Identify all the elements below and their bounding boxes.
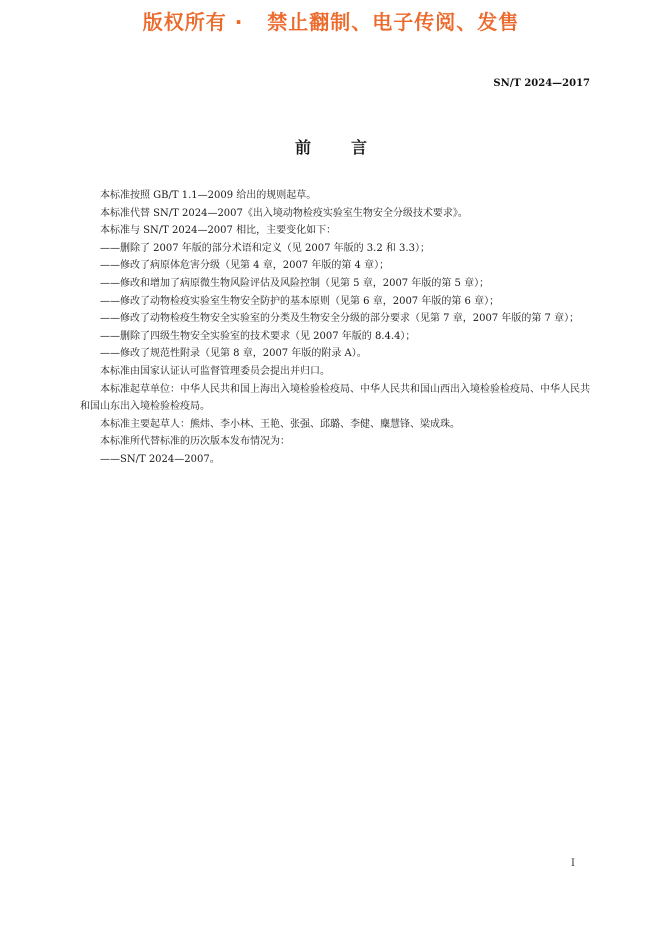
paragraph: 本标准所代替标准的历次版本发布情况为：: [100, 436, 290, 448]
copyright-banner: 版权所有 · 禁止翻制、电子传阅、发售: [142, 10, 520, 34]
paragraph: 本标准代替 SN/T 2024—2007《出入境动物检疫实验室生物安全分级技术要求》。: [100, 207, 468, 219]
change-list-item: ——修改了动物检疫实验室生物安全防护的基本原则（见第 6 章，2007 年版的第 6 章）；: [100, 295, 500, 307]
paragraph: 本标准由国家认证认可监督管理委员会提出并归口。: [100, 365, 330, 377]
paragraph: 本标准主要起草人：熊炜、李小林、王艳、张强、邱璐、李健、麋慧锋、梁成珠。: [100, 418, 460, 430]
section-heading: 前言: [294, 138, 407, 157]
page-number: I: [571, 858, 575, 869]
standard-code: SN/T 2024—2017: [493, 78, 590, 89]
change-list-item: ——修改了规范性附录（见第 8 章，2007 年版的附录 A）。: [100, 348, 367, 360]
change-list-item: ——修改和增加了病原微生物风险评估及风险控制（见第 5 章，2007 年版的第 5 章）；: [100, 277, 490, 289]
change-list-item: ——修改了动物检疫生物安全实验室的分类及生物安全分级的部分要求（见第 7 章，2007 年版的第 7 章）；: [100, 313, 580, 325]
change-list-item: ——删除了四级生物安全实验室的技术要求（见 2007 年版的 8.4.4）；: [100, 330, 416, 342]
paragraph: 本标准与 SN/T 2024—2007 相比，主要变化如下：: [100, 225, 337, 237]
change-list-item: ——修改了病原体危害分级（见第 4 章，2007 年版的第 4 章）；: [100, 260, 390, 272]
paragraph: 本标准按照 GB/T 1.1—2009 给出的规则起草。: [100, 190, 317, 201]
history-list-item: ——SN/T 2024—2007。: [100, 453, 220, 465]
paragraph: 本标准起草单位：中华人民共和国上海出入境检验检疫局、中华人民共和国山西出入境检验检疫局、中华人民共和国山东出入境检验检疫局。: [80, 383, 590, 413]
change-list-item: ——删除了 2007 年版的部分术语和定义（见 2007 年版的 3.2 和 3.3）；: [100, 242, 430, 254]
foreword-body: [80, 187, 594, 469]
